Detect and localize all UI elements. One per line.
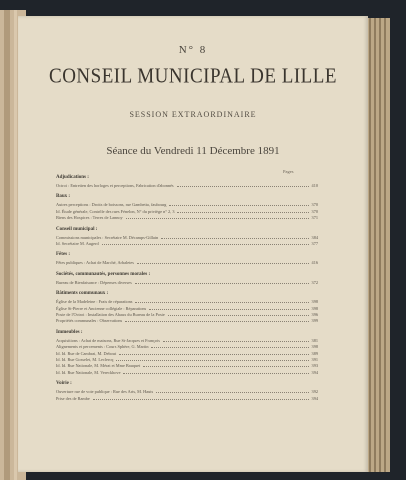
dot-leader: [137, 263, 309, 264]
toc-entry: [56, 299, 318, 305]
toc-entry-label: Id. Id. Rue Nationale, M. Mérat et Mme Bauquet: [56, 363, 141, 369]
dot-leader: [143, 366, 309, 367]
dot-leader: [168, 315, 309, 316]
dot-leader: [119, 354, 309, 355]
seance-date: Séance du Vendredi 11 Décembre 1891: [106, 145, 280, 157]
toc-entry-page: 370: [311, 202, 318, 208]
toc-entry: [56, 241, 318, 247]
toc-entry-page: 381: [311, 337, 318, 343]
toc-entry: [56, 338, 318, 344]
toc-entry: [56, 363, 318, 369]
toc-entry-label: Biens des Hospices : Terres de Lannoy: [56, 215, 123, 221]
document-page: [18, 16, 368, 472]
toc-entry-label: Ouverture rue de voie publique : Rue des Arts, M. Hauts: [56, 389, 154, 395]
toc-entry: [56, 260, 318, 266]
dot-leader: [151, 347, 309, 348]
toc-entry-page: 396: [311, 312, 318, 317]
toc-entry: [56, 215, 318, 221]
section-heading: Adjudications :: [56, 175, 89, 180]
dot-leader: [177, 212, 309, 213]
toc-entry: [56, 235, 318, 241]
toc-entry-page: 398: [311, 299, 318, 305]
issue-number: N° 8: [178, 44, 208, 56]
toc-entry-page: 398: [311, 305, 318, 311]
toc-entry: [56, 357, 318, 363]
toc-entry-page: 392: [311, 389, 318, 395]
toc-entry-label: Alignements et percements : Cours Sphère, G. Martin: [56, 344, 149, 350]
toc-entry-label: Id. Étude générale, Contrôle des rues Fénelon, N° du priviège n° 2, 3: [56, 208, 175, 214]
toc-entry: [56, 370, 318, 376]
toc-entry-label: Acquisitions : Achat de maisons, Rue St-Jacques et François: [56, 337, 160, 343]
toc-entry: [56, 351, 318, 357]
toc-entry: [56, 318, 318, 324]
toc-entry-label: Commissions municipales : Secrétaire M. Décamps-Gillain: [56, 234, 159, 240]
toc-entry-page: 377: [311, 241, 318, 246]
toc-entry: [56, 280, 318, 286]
page-title: CONSEIL MUNICIPAL DE LILLE: [49, 64, 337, 88]
dot-leader: [116, 360, 309, 361]
dot-leader: [149, 309, 309, 310]
dot-leader: [102, 244, 309, 245]
dot-leader: [126, 218, 309, 219]
toc-entry: [56, 389, 318, 395]
session-subtitle: SESSION EXTRAORDINAIRE: [129, 110, 257, 119]
toc-entry-label: Id. Id. Rue de Cambrai, M. Debout: [56, 350, 117, 356]
toc-entry-page: 410: [311, 183, 318, 188]
toc-entry-page: 394: [311, 395, 318, 401]
toc-entry-label: Propriétés communales : Observations: [56, 318, 123, 324]
scan-background: [0, 0, 406, 14]
dot-leader: [163, 341, 309, 342]
toc-entry-label: Prise des de Rambe: [56, 395, 90, 401]
toc-entry: [56, 312, 318, 318]
toc-entry-page: 399: [311, 318, 318, 324]
toc-entry-label: Autres perceptions : Droits de boissons, rue Gambetta, faubourg: [56, 202, 167, 208]
dot-leader: [135, 302, 309, 303]
toc-entry-label: Id. Secrétaire M. Augerd: [56, 241, 99, 246]
section-heading: Conseil municipal :: [56, 226, 98, 232]
dot-leader: [156, 392, 309, 393]
toc-entry-page: 389: [311, 350, 318, 356]
toc-entry-page: 384: [311, 234, 318, 240]
toc-entry: [56, 306, 318, 312]
toc-entry: [56, 202, 318, 208]
toc-entry-label: Id. Id. Rue Nationale, M. Vereckhove: [56, 369, 121, 375]
toc-entry-label: Poste de l'Octroi : Installation des Abaux du Bureau de la Poste: [56, 312, 165, 317]
toc-entry: [56, 396, 318, 402]
dot-leader: [93, 399, 309, 400]
toc-entry-page: 416: [311, 260, 318, 266]
toc-entry-label: Fêtes publiques : Achat de Marché, Arbaletes: [56, 260, 134, 266]
section-heading: Immeubles :: [56, 329, 83, 335]
section-heading: Baux :: [56, 194, 71, 200]
toc-entry-page: 371: [311, 215, 318, 221]
toc-entry-page: 398: [311, 344, 318, 350]
section-heading: Bâtiments communaux :: [56, 291, 109, 297]
section-heading: Voirie :: [56, 381, 72, 387]
toc-entry: [56, 183, 318, 189]
dot-leader: [169, 205, 309, 206]
toc-entry-label: Église St-Pierre et Ancienne collégiale : Réparations: [56, 305, 147, 311]
toc-entry-page: 370: [311, 208, 318, 214]
page-stack-edge: [366, 18, 390, 472]
toc-entry-label: Id. Id. Rue Gosselet, M. Leclercq: [56, 357, 114, 362]
toc-entry-page: 394: [311, 369, 318, 375]
toc-entry-label: Octroi : Entretien des horloges et perceptions, Fabrication d'abonnés: [56, 183, 174, 188]
pages-column-label: Pages: [283, 169, 294, 174]
toc-entry-page: 391: [311, 357, 318, 362]
toc-entry-page: 393: [311, 363, 318, 369]
dot-leader: [123, 373, 309, 374]
toc-entry: [56, 209, 318, 215]
dot-leader: [125, 321, 309, 322]
toc-entry-label: Bureau de Bienfaisance : Dépenses diverses: [56, 279, 132, 285]
dot-leader: [177, 186, 309, 187]
section-heading: Sociétés, communautés, personnes morales :: [56, 271, 151, 277]
toc-entry: [56, 344, 318, 350]
toc-entry-page: 372: [311, 279, 318, 285]
dot-leader: [135, 283, 309, 284]
toc-entry-label: Église de la Madeleine : Frais de réparations: [56, 299, 133, 305]
section-heading: Fêtes :: [56, 252, 71, 258]
dot-leader: [161, 238, 309, 239]
